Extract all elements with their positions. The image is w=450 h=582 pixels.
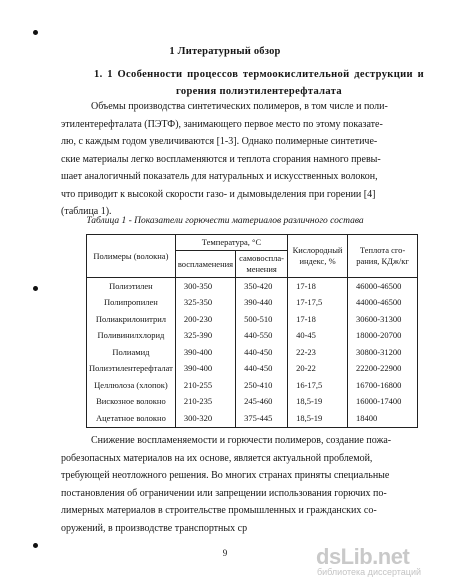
- cell-self-ignition-temp: 390-440: [236, 295, 288, 312]
- table-row: [87, 295, 418, 312]
- cell-polymer: Полиамид: [87, 344, 176, 361]
- flammability-table: [86, 234, 418, 428]
- text-line: Снижение воспламеняемости и горючести полимеров, создание пожа-: [91, 435, 392, 446]
- cell-self-ignition-temp: 500-510: [236, 311, 288, 328]
- cell-heat-of-combustion: 18400: [348, 410, 418, 427]
- header-temperature: Температура, °С: [175, 235, 287, 251]
- header-self-ignition-line-2: менения: [246, 264, 277, 274]
- cell-heat-of-combustion: 46000-46500: [348, 278, 418, 295]
- cell-heat-of-combustion: 44000-46500: [348, 295, 418, 312]
- cell-ignition-temp: 390-400: [175, 361, 235, 378]
- header-heat-line-2: рания, КДж/кг: [356, 256, 409, 266]
- cell-self-ignition-temp: 250-410: [236, 377, 288, 394]
- cell-ignition-temp: 325-390: [175, 328, 235, 345]
- cell-heat-of-combustion: 22200-22900: [348, 361, 418, 378]
- cell-oxygen-index: 22-23: [288, 344, 348, 361]
- cell-self-ignition-temp: 375-445: [236, 410, 288, 427]
- paragraph-intro: [61, 98, 423, 221]
- cell-heat-of-combustion: 18000-20700: [348, 328, 418, 345]
- text-line: (таблица 1).: [61, 206, 112, 217]
- text-line: лимерных материалов в строительстве промышленных и гражданских со-: [61, 505, 377, 516]
- cell-heat-of-combustion: 30800-31200: [348, 344, 418, 361]
- text-line: требующей неотложного решения. Во многих странах приняты специальные: [61, 470, 390, 481]
- cell-oxygen-index: 17-17,5: [288, 295, 348, 312]
- cell-heat-of-combustion: 30600-31300: [348, 311, 418, 328]
- cell-polymer: Полиэтилентерефталат: [87, 361, 176, 378]
- text-line: лю, с каждым годом увеличиваются [1-3]. Однако полимерные синтетиче-: [61, 136, 378, 147]
- header-oxygen-line-1: Кислородный: [292, 245, 343, 255]
- text-line: шает аналогичный показатель для натуральных и искусственных волокон,: [61, 171, 378, 182]
- table-row: [87, 410, 418, 427]
- cell-heat-of-combustion: 16700-16800: [348, 377, 418, 394]
- header-heat-of-combustion: [348, 235, 418, 278]
- header-oxygen-line-2: индекс, %: [299, 256, 336, 266]
- cell-self-ignition-temp: 350-420: [236, 278, 288, 295]
- punch-hole-top: [33, 30, 38, 35]
- table-row: [87, 278, 418, 295]
- cell-polymer: Полиэтилен: [87, 278, 176, 295]
- cell-ignition-temp: 210-235: [175, 394, 235, 411]
- table-caption: Таблица 1 - Показатели горючести материалов различного состава: [86, 216, 364, 226]
- cell-polymer: Ацетатное волокно: [87, 410, 176, 427]
- table-row: [87, 361, 418, 378]
- header-oxygen-index: [288, 235, 348, 278]
- table-row: [87, 394, 418, 411]
- cell-oxygen-index: 40-45: [288, 328, 348, 345]
- punch-hole-middle: [33, 286, 38, 291]
- cell-ignition-temp: 210-255: [175, 377, 235, 394]
- header-ignition: воспламенения: [175, 251, 235, 278]
- cell-ignition-temp: 390-400: [175, 344, 235, 361]
- cell-oxygen-index: 16-17,5: [288, 377, 348, 394]
- text-line: робезопасных материалов на их основе, является актуальной проблемой,: [61, 452, 373, 464]
- chapter-heading: 1 Литературный обзор: [169, 46, 281, 57]
- cell-polymer: Вискозное волокно: [87, 394, 176, 411]
- page-number: 9: [222, 548, 228, 558]
- cell-self-ignition-temp: 440-450: [236, 344, 288, 361]
- cell-polymer: Целлюлоза (хлопок): [87, 377, 176, 394]
- header-self-ignition-line-1: самовоспла-: [239, 253, 284, 263]
- table-row: [87, 377, 418, 394]
- cell-oxygen-index: 18,5-19: [288, 394, 348, 411]
- section-heading: 1. 1 Особенности процессов термоокислительной деструкции и горения полиэтилентерефталата: [94, 69, 424, 97]
- text-line: ские материалы легко воспламеняются и теплота сгорания намного превы-: [61, 153, 381, 165]
- table-row: [87, 311, 418, 328]
- text-line: постановления об ограничении или запрещении использования горючих по-: [61, 487, 387, 499]
- text-line: Объемы производства синтетических полимеров, в том числе и поли-: [91, 101, 388, 112]
- cell-ignition-temp: 300-320: [175, 410, 235, 427]
- table-row: [87, 344, 418, 361]
- cell-self-ignition-temp: 245-460: [236, 394, 288, 411]
- text-line: что приводит к высокой скорости газо- и дымовыделения при горении [4]: [61, 188, 376, 200]
- cell-polymer: Полипропилен: [87, 295, 176, 312]
- cell-ignition-temp: 200-230: [175, 311, 235, 328]
- dslib-watermark-logo: [316, 544, 450, 580]
- header-heat-line-1: Теплота сго-: [359, 245, 406, 255]
- dslib-logo-text: dsLib.net: [316, 544, 410, 569]
- table-header-row: [87, 235, 418, 251]
- text-line: оружений, в производстве транспортных ср: [61, 522, 248, 534]
- cell-oxygen-index: 17-18: [288, 278, 348, 295]
- cell-self-ignition-temp: 440-550: [236, 328, 288, 345]
- cell-heat-of-combustion: 16000-17400: [348, 394, 418, 411]
- cell-polymer: Поливинилхлорид: [87, 328, 176, 345]
- header-polymer: Полимеры (волокна): [87, 235, 176, 278]
- cell-polymer: Полиакрилонитрил: [87, 311, 176, 328]
- paragraph-flammability: [61, 432, 423, 537]
- cell-self-ignition-temp: 440-450: [236, 361, 288, 378]
- cell-oxygen-index: 20-22: [288, 361, 348, 378]
- table-row: [87, 328, 418, 345]
- cell-ignition-temp: 325-350: [175, 295, 235, 312]
- cell-ignition-temp: 300-350: [175, 278, 235, 295]
- text-line: этилентерефталата (ПЭТФ), занимающего первое место по этому показате-: [61, 118, 383, 130]
- cell-oxygen-index: 17-18: [288, 311, 348, 328]
- dslib-logo-subtitle: библиотека диссертаций: [317, 567, 422, 577]
- cell-oxygen-index: 18,5-19: [288, 410, 348, 427]
- header-self-ignition: [236, 251, 288, 278]
